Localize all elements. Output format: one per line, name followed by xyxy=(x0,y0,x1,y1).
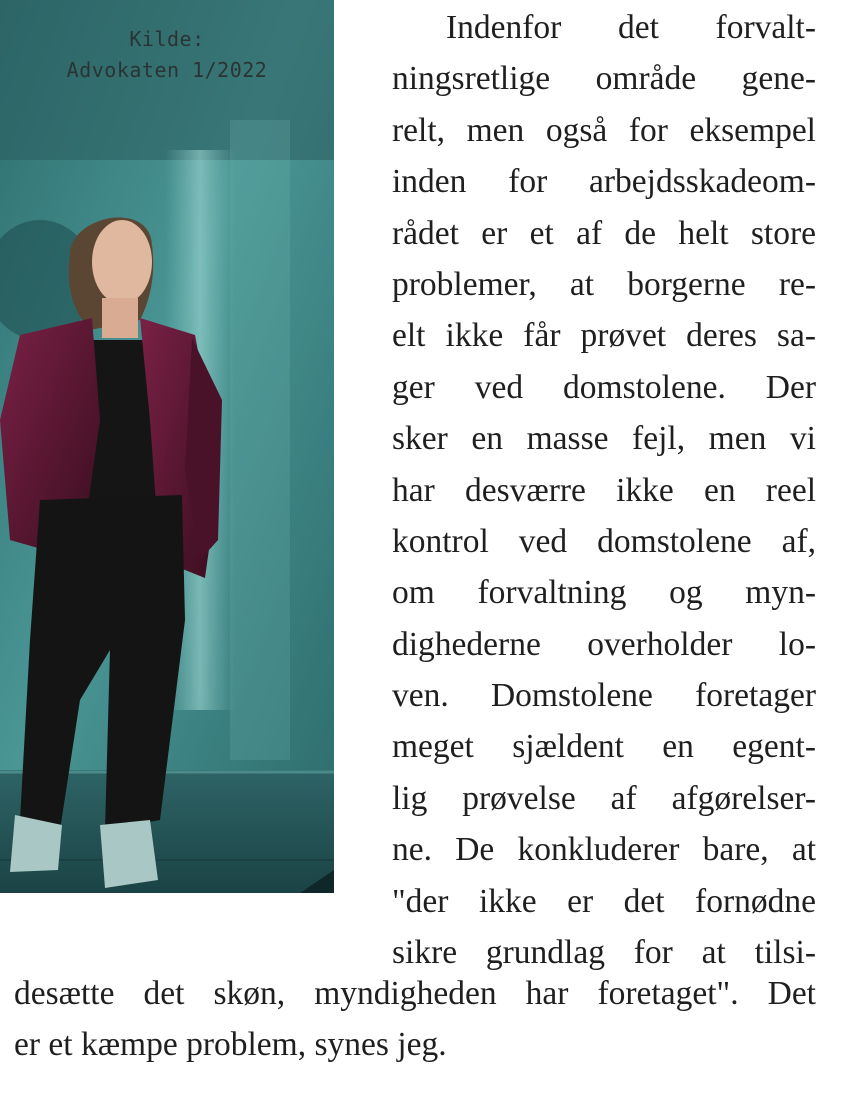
source-caption-label: Kilde: xyxy=(129,27,205,51)
article-text-full-width xyxy=(14,968,816,1071)
text-line: sikre grundlag for at tilsi- xyxy=(392,934,816,972)
text-line: relt, men også for eksempel xyxy=(392,111,816,149)
text-line: om forvaltning og myn- xyxy=(392,574,816,612)
text-line: ningsretlige område gene- xyxy=(392,60,816,98)
article-text-column xyxy=(392,2,816,978)
text-line: kontrol ved domstolene af, xyxy=(392,522,816,560)
source-caption xyxy=(0,24,334,86)
woman-portrait-image xyxy=(0,0,334,893)
text-line: inden for arbejdsskadeom- xyxy=(392,163,816,201)
text-line: ne. De konkluderer bare, at xyxy=(392,831,816,869)
text-line: ger ved domstolene. Der xyxy=(392,368,816,406)
text-line: problemer, at borgerne re- xyxy=(392,265,816,303)
text-line: "der ikke er det fornødne xyxy=(392,882,816,920)
text-line: rådet er et af de helt store xyxy=(392,214,816,252)
text-line: lig prøvelse af afgørelser- xyxy=(392,779,816,817)
text-line: er et kæmpe problem, synes jeg. xyxy=(14,1026,447,1064)
text-line: har desværre ikke en reel xyxy=(392,471,816,509)
text-line: meget sjældent en egent- xyxy=(392,728,816,766)
text-line: desætte det skøn, myndigheden har foretaget". Det xyxy=(14,975,816,1012)
text-line: elt ikke får prøvet deres sa- xyxy=(392,317,816,355)
text-line: Indenfor det forvalt- xyxy=(446,9,816,46)
text-line: sker en masse fejl, men vi xyxy=(392,420,816,458)
text-line: dighederne overholder lo- xyxy=(392,625,816,663)
text-line: ven. Domstolene foretager xyxy=(392,677,816,715)
source-caption-reference: Advokaten 1/2022 xyxy=(66,58,268,82)
article-photo xyxy=(0,0,334,893)
